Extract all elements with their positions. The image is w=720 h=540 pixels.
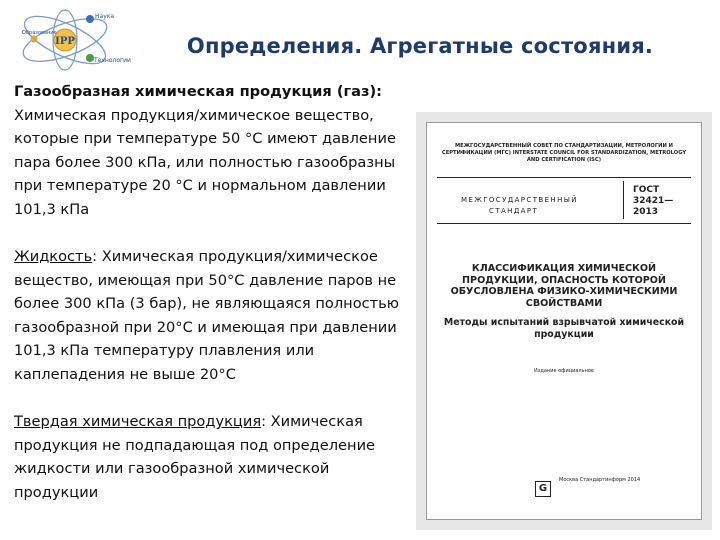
gost-number: 32421— [633, 196, 674, 206]
gost-label: ГОСТ [633, 185, 660, 195]
term-gas: Газообразная химическая продукция (газ): [14, 83, 382, 100]
definition-liquid [14, 245, 412, 386]
term-solid: Твердая химическая продукция [14, 413, 262, 430]
document-main-title: КЛАССИФИКАЦИЯ ХИМИЧЕСКОЙ ПРОДУКЦИИ, ОПАСНОСТЬ КОТОРОЙ ОБУСЛОВЛЕНА ФИЗИКО-ХИМИЧЕСКИМИ СВОЙСТВАМИ [450, 263, 678, 309]
definitions-text [14, 80, 412, 528]
document-standard-line1: МЕЖГОСУДАРСТВЕННЫЙ [461, 196, 578, 204]
document-publisher: Москва Стандартинформ 2014 [559, 477, 641, 483]
definition-liquid-body: : Химическая продукция/химическое вещество, имеющая при 50°С давление паров не более 300 кПа (3 бар), не являющаяся полностью газообразной при 20°С и имеющая при давлении 101,3 кПа температуру плавления или каплепадения не выше 20°С [14, 248, 400, 383]
definition-solid [14, 410, 412, 504]
logo-top-label: Наука [95, 13, 115, 20]
document-page [426, 122, 702, 520]
logo-left-label: Образование [22, 30, 57, 36]
logo [8, 4, 131, 76]
document-gost-code [633, 185, 673, 218]
document-organization: МЕЖГОСУДАРСТВЕННЫЙ СОВЕТ ПО СТАНДАРТИЗАЦИИ, МЕТРОЛОГИИ И СЕРТИФИКАЦИИ (МГС) INTERSTATE COUNCIL FOR STANDARDIZATION, METROLOGY AND CERTIFICATION (ISC) [441, 143, 687, 163]
logo-bottom-label: Технологии [94, 57, 131, 64]
gost-document-image [416, 112, 712, 530]
definition-gas [14, 80, 412, 221]
term-liquid: Жидкость [14, 248, 93, 265]
document-edition: Издание официальное [534, 368, 594, 374]
document-footer [437, 473, 691, 513]
definition-solid-body: : Химическая продукция не подпадающая под определение жидкости или газообразной химической продукции [14, 413, 376, 501]
publisher-logo-icon: G [535, 481, 551, 497]
document-standard-line2: СТАНДАРТ [489, 207, 539, 215]
definition-gas-body: Химическая продукция/химическое вещество, которые при температуре 50 °С имеют давление пара более 300 кПа, или полностью газообразны при температуре 20 °С и нормальном давлении 101,3 кПа [14, 106, 396, 218]
gost-year: 2013 [633, 207, 659, 217]
document-rule-bottom [437, 223, 691, 224]
document-subtitle: Методы испытаний взрывчатой химической продукции [443, 317, 685, 340]
atom-logo-icon [8, 4, 131, 76]
document-divider [623, 181, 624, 219]
page-title: Определения. Агрегатные состояния. [186, 34, 654, 58]
logo-center-label: IPP [55, 36, 75, 47]
document-rule-top [437, 177, 691, 178]
